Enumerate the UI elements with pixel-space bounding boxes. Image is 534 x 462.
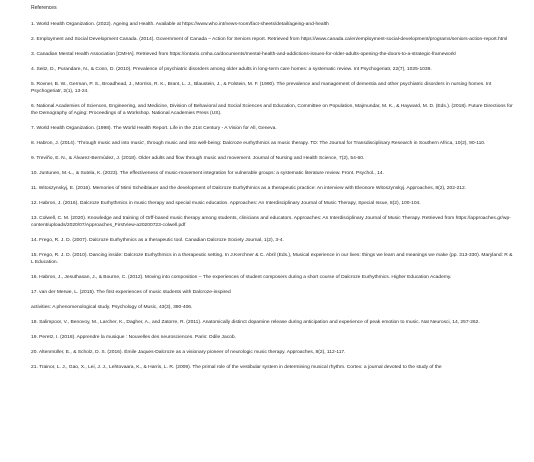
reference-item: 16. Habron, J., Jesuthasan, J., & Bourne, C. (2012). Moving into composition – The experiences of student composers during a short course of Dalcroze Eurhythmics. Higher Education Academy.	[31, 275, 452, 280]
reference-item: 5. Rovner, B. W., German, P. S., Broadhead, J., Morriss, R. K., Brant, L. J., Blaustein, J., & Folstein, M. F. (1990). The prevalence and management of dementia and other psychiatric disorders in nursing homes. Int Psychogeriatr, 2(1), 13-24.	[31, 82, 492, 94]
reference-item: 20. Altenmüller, E., & Scholz, D. S. (2016). Émile Jaques-Dalcroze as a visionary pioneer of neurologic music therapy. Approaches, 8(2), 112-117.	[31, 350, 346, 355]
reference-item: 7. World Health Organization. (1998). The World Health Report. Life in the 21st Century - A Vision for All, Geneva.	[31, 126, 277, 131]
reference-item: 6. National Academies of Sciences, Engineering, and Medicine, Division of Behavioral and Social Sciences and Education, Committee on Population, Majmundar, M. K., & Hayward, M. D. (Eds.). (2018). Future Directions for the Demography of Aging: Proceedings of a Workshop. National Academies Press (US).	[31, 104, 513, 116]
reference-item: 11. Witoszynskyj, E. (2016). Memories of Mimi Scheiblauer and the development of Dalcroze Eurhythmics as a therapeutic practice: An interview with Eleonore Witoszynskyj. Approaches, 8(2), 202-212.	[31, 186, 467, 191]
reference-item: 1. World Health Organization. (2022). Ageing and Health. Available at https://www.who.int/news-room/fact-sheets/detail/ageing-and-health	[31, 22, 329, 27]
reference-item: 19. Peretz, I. (2018). Apprendre la musique : Nouvelles des neurosciences. Paris: Odile Jacob.	[31, 335, 236, 340]
references-heading: References	[31, 5, 57, 11]
reference-item: 14. Frego, R. J. D. (2007). Dalcroze Eurhythmics as a therapeutic tool. Canadian Dalcroze Society Journal, 1(2), 3-4.	[31, 238, 284, 243]
reference-item: 15. Frego, R. J. D. (2010). Dancing inside: Dalcroze Eurhythmics in a therapeutic setting. In J.Kerchner & C. Abril (Eds.), Musical experience in our lives: things we learn and meanings we make (pp. 313-330). Maryland: R & L Education.	[31, 253, 513, 265]
reference-item: 9. Treviño, E. N., & Álvarez-Bermúdez, J. (2018). Older adults and flow through music and movement. Journal of Nursing and Health Science, 7(2), 54-60.	[31, 156, 365, 161]
reference-item: 10. Juntunen, M.-L., & Sutela, K. (2023). The effectiveness of music-movement integration for vulnerable groups: a systematic literature review. Front. Psychol., 14.	[31, 171, 384, 176]
reference-item: 17. van der Merwe, L. (2015). The first experiences of music students with Dalcroze-inspired	[31, 290, 231, 295]
reference-item: 12. Habron, J. (2016). Dalcroze Eurhythmics in music therapy and special music education. Approaches: An Interdisciplinary Journal of Music Therapy, Special Issue, 8(2), 100-104.	[31, 201, 421, 206]
reference-item: 2. Employment and Social Development Canada. (2014). Government of Canada – Action for Seniors report. Retrieved from https://www.canada.ca/en/employment-social-development/programs/seniors-action-report.html	[31, 37, 508, 42]
reference-item: 3. Canadian Mental Health Association [CMHA]. Retrieved from https://ontario.cmha.ca/documents/mental-health-and-addictions-issues-for-older-adults-opening-the-doors-to-a-strategic-framework/	[31, 52, 457, 57]
reference-item: 18. Salimpoor, V., Benovoy, M., Larcher, K., Dagher, A., and Zatorre, R. (2011). Anatomically distinct dopamine release during anticipation and experience of peak emotion to music. Nat Neurosci, 14, 257-262.	[31, 320, 480, 325]
reference-item: 21. Trainor, L. J., Gao, X., Lei, J. J., Lehtovaara, K., & Harris, L. R. (2009). The primal role of the vestibular system in determining musical rhythm. Cortex: a journal devoted to the study of the	[31, 365, 442, 370]
references-section	[31, 5, 515, 379]
reference-item: 8. Habron, J. (2014). 'Through music and into music', through music and into well-being: Dalcroze eurhythmics as music therapy. TD: The Journal for Transdisciplinary Research in Southern Africa, 10(2), 90-110.	[31, 141, 486, 146]
reference-item: activities: A phenomenological study. Psychology of Music, 43(3), 390-406.	[31, 305, 193, 310]
reference-item: 13. Colwell, C. M. (2020). Knowledge and training of Orff-based music therapy among students, clinicians and educators. Approaches: An Interdisciplinary Journal of Music Therapy. Retrieved from https://approaches.gr/wp-content/uploads/2020/07/Approaches_FirstView-a20200723-colwell.pdf	[31, 216, 511, 228]
reference-item: 4. Seitz, D., Purandare, N., & Conn, D. (2010). Prevalence of psychiatric disorders among older adults in long-term care homes: a systematic review. Int Psychogeriatr, 22(7), 1025-1039.	[31, 67, 432, 72]
